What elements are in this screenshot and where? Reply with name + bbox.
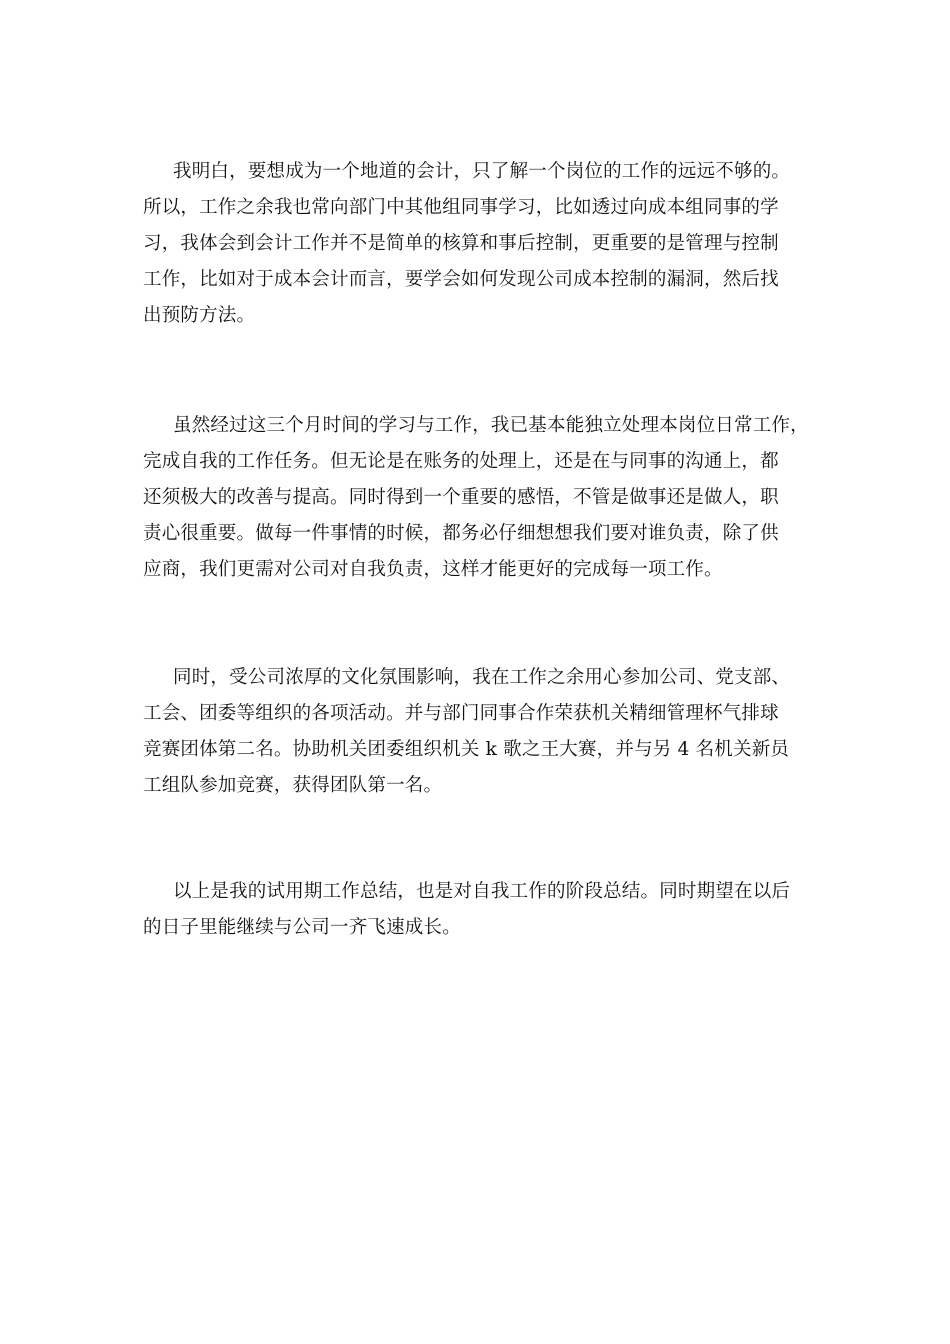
- paragraph-line: 还须极大的改善与提高。同时得到一个重要的感悟，不管是做事还是做人，职: [143, 487, 779, 508]
- paragraph-line: 应商，我们更需对公司对自我负责，这样才能更好的完成每一项工作。: [143, 559, 723, 580]
- paragraph-line: 所以，工作之余我也常向部门中其他组同事学习，比如透过向成本组同事的学: [143, 197, 779, 218]
- paragraph-line: 我明白，要想成为一个地道的会计，只了解一个岗位的工作的远远不够的。: [173, 161, 791, 182]
- paragraph-2: [143, 408, 833, 588]
- paragraph-3: [143, 660, 833, 804]
- paragraph-1: [143, 154, 833, 334]
- paragraph-line: 虽然经过这三个月时间的学习与工作，我已基本能独立处理本岗位日常工作，: [173, 415, 809, 436]
- paragraph-line: 出预防方法。: [143, 305, 256, 326]
- paragraph-line: 竞赛团体第二名。协助机关团委组织机关 k 歌之王大赛，并与另 4 名机关新员: [143, 739, 790, 760]
- paragraph-line: 工组队参加竞赛，获得团队第一名。: [143, 775, 443, 796]
- paragraph-line: 习，我体会到会计工作并不是简单的核算和事后控制，更重要的是管理与控制: [143, 233, 779, 254]
- paragraph-line: 以上是我的试用期工作总结，也是对自我工作的阶段总结。同时期望在以后: [173, 881, 791, 902]
- paragraph-line: 工作，比如对于成本会计而言，要学会如何发现公司成本控制的漏洞，然后找: [143, 269, 779, 290]
- paragraph-line: 同时，受公司浓厚的文化氛围影响，我在工作之余用心参加公司、党支部、: [173, 667, 791, 688]
- paragraph-line: 的日子里能继续与公司一齐飞速成长。: [143, 917, 461, 938]
- paragraph-line: 工会、团委等组织的各项活动。并与部门同事合作荣获机关精细管理杯气排球: [143, 703, 779, 724]
- paragraph-line: 完成自我的工作任务。但无论是在账务的处理上，还是在与同事的沟通上，都: [143, 451, 779, 472]
- paragraph-4: [143, 874, 833, 946]
- paragraph-line: 责心很重要。做每一件事情的时候，都务必仔细想想我们要对谁负责，除了供: [143, 523, 779, 544]
